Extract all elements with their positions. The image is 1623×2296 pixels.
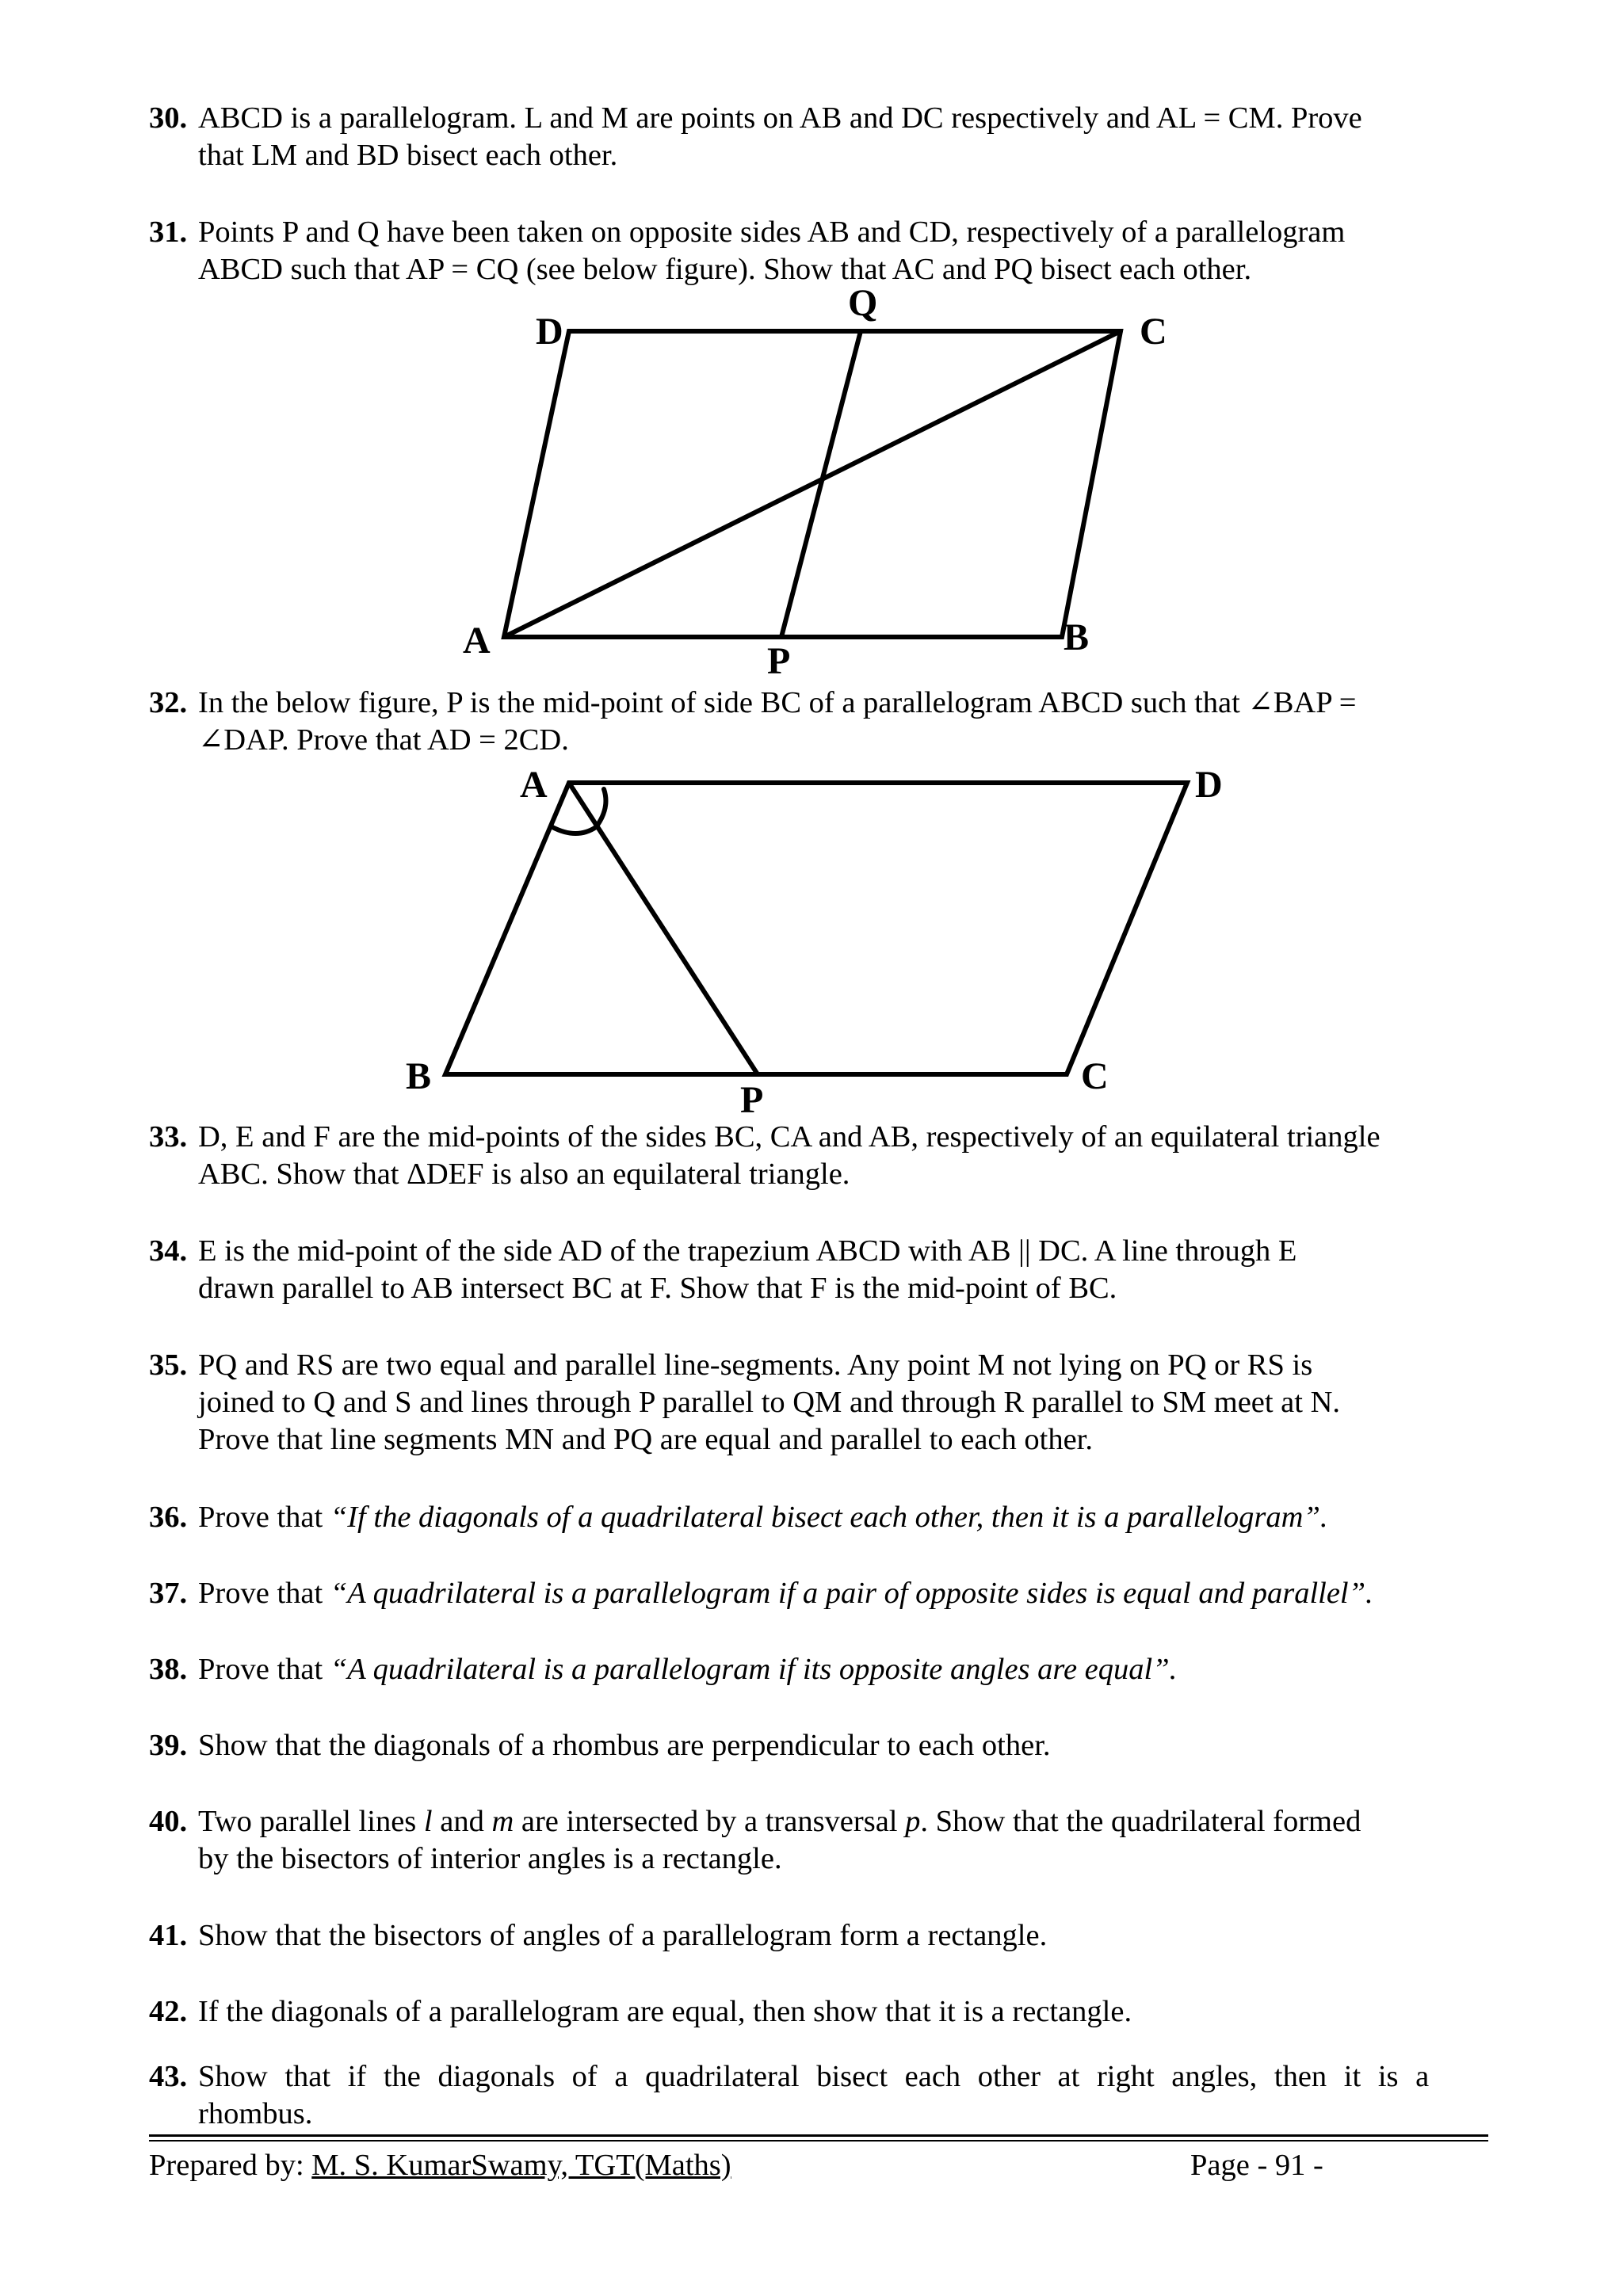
question-text-line: drawn parallel to AB intersect BC at F. Show that F is the mid-point of BC. — [198, 1272, 1117, 1305]
question-41 — [149, 1917, 1488, 1955]
label-p: P — [767, 640, 791, 682]
question-text-line: Show that if the diagonals of a quadrilateral bisect each other at right angles, then it is a — [198, 2060, 1430, 2093]
question-text-line: Show that the bisectors of angles of a parallelogram form a rectangle. — [198, 1919, 1048, 1952]
question-text-line — [149, 1651, 1488, 1688]
question-text-line — [149, 1575, 1488, 1612]
question-number: 41. — [149, 1919, 188, 1952]
question-number: 33. — [149, 1120, 188, 1154]
question-text-line: ∠DAP. Prove that AD = 2CD. — [198, 723, 569, 757]
question-text-line: D, E and F are the mid-points of the sides BC, CA and AB, respectively of an equilateral triangle — [198, 1120, 1381, 1154]
text-run: . Show that the quadrilateral formed — [920, 1805, 1361, 1838]
question-number: 37. — [149, 1577, 188, 1610]
footer-rule-top — [149, 2134, 1488, 2137]
label-b: B — [1064, 616, 1090, 658]
page-number: Page - 91 - — [1190, 2149, 1323, 2182]
question-number: 40. — [149, 1805, 188, 1838]
question-text-line — [149, 1499, 1488, 1536]
question-40 — [149, 1803, 1488, 1878]
theorem-quote: “A quadrilateral is a parallelogram if a pair of opposite sides is equal and parallel”. — [330, 1577, 1373, 1610]
label-d: D — [536, 311, 563, 353]
question-number: 38. — [149, 1653, 188, 1686]
var-l: l — [423, 1805, 433, 1838]
label-b: B — [406, 1055, 432, 1097]
question-36 — [149, 1499, 1488, 1536]
prepared-label: Prepared by: — [149, 2149, 304, 2182]
question-prefix: Prove that — [198, 1577, 330, 1610]
question-text-line: In the below figure, P is the mid-point of side BC of a parallelogram ABCD such that ∠BAP = — [198, 686, 1357, 719]
question-number: 42. — [149, 1995, 188, 2028]
question-35 — [149, 1347, 1488, 1459]
question-number: 39. — [149, 1729, 188, 1762]
question-37 — [149, 1575, 1488, 1612]
text-run: and — [432, 1805, 492, 1838]
question-42 — [149, 1993, 1488, 2031]
question-text-line: Show that the diagonals of a rhombus are perpendicular to each other. — [198, 1729, 1051, 1762]
question-number: 43. — [149, 2060, 188, 2093]
var-m: m — [491, 1805, 514, 1838]
question-text-line: ABCD such that AP = CQ (see below figure). Show that AC and PQ bisect each other. — [198, 253, 1252, 286]
question-number: 30. — [149, 101, 188, 135]
parallelogram-abcd — [445, 783, 1187, 1074]
footer-rule-bottom — [149, 2140, 1488, 2142]
label-a: A — [463, 620, 491, 662]
footer-prepared-by — [149, 2147, 731, 2184]
question-text-line: Points P and Q have been taken on opposite sides AB and CD, respectively of a parallelogram — [198, 215, 1346, 249]
question-text-line: rhombus. — [198, 2097, 313, 2130]
text-run: Two parallel lines — [198, 1805, 424, 1838]
question-number: 31. — [149, 215, 188, 249]
theorem-quote: “A quadrilateral is a parallelogram if its opposite angles are equal”. — [330, 1653, 1178, 1686]
question-number: 36. — [149, 1501, 188, 1534]
question-text-line: by the bisectors of interior angles is a rectangle. — [198, 1842, 782, 1875]
label-d: D — [1195, 764, 1223, 806]
text-run: are intersected by a transversal — [514, 1805, 906, 1838]
question-text-line: that LM and BD bisect each other. — [198, 139, 618, 172]
author-name: M. S. KumarSwamy, TGT(Maths) — [311, 2149, 731, 2182]
label-a: A — [520, 764, 548, 806]
question-text-line: ABC. Show that ΔDEF is also an equilateral triangle. — [198, 1158, 850, 1191]
question-38 — [149, 1651, 1488, 1688]
question-text-line: PQ and RS are two equal and parallel line-segments. Any point M not lying on PQ or RS is — [198, 1348, 1313, 1382]
question-34 — [149, 1233, 1488, 1307]
question-39 — [149, 1727, 1488, 1764]
question-text-line: If the diagonals of a parallelogram are equal, then show that it is a rectangle. — [198, 1995, 1132, 2028]
question-prefix: Prove that — [198, 1501, 330, 1534]
question-text-line — [149, 1803, 1488, 1840]
var-p: p — [905, 1805, 921, 1838]
question-text-line: E is the mid-point of the side AD of the trapezium ABCD with AB || DC. A line through E — [198, 1234, 1297, 1268]
question-number: 32. — [149, 686, 188, 719]
question-number: 35. — [149, 1348, 188, 1382]
question-43 — [149, 2058, 1488, 2133]
question-33 — [149, 1119, 1488, 1193]
question-prefix: Prove that — [198, 1653, 330, 1686]
theorem-quote: “If the diagonals of a quadrilateral bisect each other, then it is a parallelogram”. — [330, 1501, 1328, 1534]
label-q: Q — [848, 282, 878, 324]
question-number: 34. — [149, 1234, 188, 1268]
figure-parallelogram-bisector — [0, 0, 1623, 1133]
label-c: C — [1081, 1055, 1109, 1097]
question-text-line: joined to Q and S and lines through P parallel to QM and through R parallel to SM meet at N. — [198, 1386, 1341, 1419]
label-p: P — [740, 1079, 764, 1121]
question-text-line: Prove that line segments MN and PQ are equal and parallel to each other. — [198, 1423, 1093, 1456]
label-c: C — [1140, 311, 1167, 353]
question-text-line: ABCD is a parallelogram. L and M are points on AB and DC respectively and AL = CM. Prove — [198, 101, 1362, 135]
